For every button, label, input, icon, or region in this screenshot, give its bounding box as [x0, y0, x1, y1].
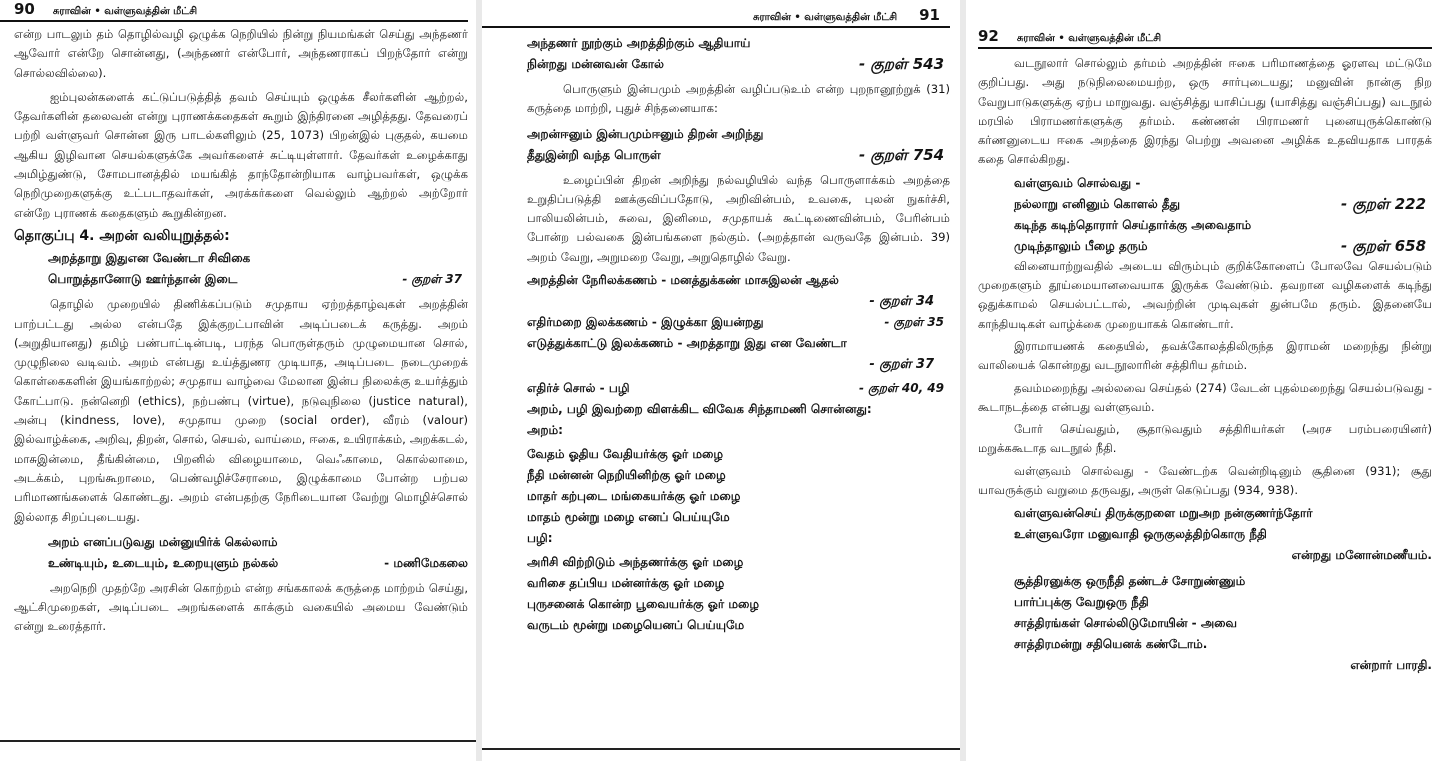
verse-line: வள்ளுவன்செய் திருக்குறளை மறுஅற நன்குணர்ந்தோர்: [1014, 506, 1313, 521]
kural-verse: [527, 33, 950, 75]
poem-line: புருசனைக் கொன்ற பூவையர்க்கு ஓர் மழை: [527, 597, 759, 612]
verse-line: உள்ளுவரோ மனுவாதி ஒருகுலத்திற்கொரு நீதி: [1014, 527, 1267, 542]
kural-verse: [527, 124, 950, 166]
verse-reference: - குறள் 543: [859, 55, 944, 73]
paragraph: தொழில் முறையில் திணிக்கப்படும் சமுதாய ஏற்றத்தாழ்வுகள் அறத்தின் பாற்பட்டது அல்ல என்பதே இக்குறட்பாவின் அடிப்படைக் கருத்து. அறம் (அறுதியானது) தமிழ் பண்பாட்டின்படி, பரந்த பொருள்தரும் முழுமையான சொல், முழுநிலை வடிவம். அறம் என்பது உய்த்துணர முடியாத, அடிப்படை நடைமுறைக் கொள்கைகளின் இயங்காற்றல்; சமுதாய வாழ்வை மேலான இன்ப நிலைக்கு உயர்த்தும் கோட்பாடு. நன்னெறி (ethics), நற்பண்பு (virtue), நடுவுநிலை (justice natural), அன்பு (kindness, love), சமுதாய முறை (social order), வீரம் (valour) இல்வாழ்க்கை, அறிவு, திறன், சொல், செயல், வாய்மை, ஈகை, உயிராக்கம், அறக்கடல், மாசுஇன்மை, தீங்கின்மை, பிறனில் விழையாமை, வெஃகாமை, கொல்லாமை, அடக்கம், புறங்கூறாமை, பெண்வழிச்சேராமை, இழுக்காமை போன்ற பற்பல பரிமாணங்களைக் கொண்டது. அறம் என்பதற்கு நேரிடையான வேற்று மொழிச்சொல் இல்லாத சிறப்புடையது.: [14, 297, 468, 524]
paragraph: உழைப்பின் திறன் அறிந்து நல்வழியில் வந்த பொருளாக்கம் அறத்தை உறுதிப்படுத்தி ஊக்குவிப்பதோடு, அறிவின்பம், உவகை, புலன் நுகர்ச்சி, பாலியலின்பம், சுவை, இனிமை, சமுதாயக் கூட்டிணைவின்பம், பேரின்பம் போன்ற பல்வகை இன்பங்களை நல்கும். (அறத்தான் வருவதே இன்பம். 39) அறம் வேறு, அறுமறை வேறு, அறுதொழில் வேறு.: [527, 172, 950, 264]
verse: [14, 532, 468, 574]
verse-reference: - குறள் 37: [869, 357, 934, 373]
verse-line: உண்டியும், உடையும், உறையுளும் நல்கல்: [48, 555, 279, 570]
kural-verse: [14, 248, 468, 290]
paragraph: என்ற பாடலும் தம் தொழில்வழி ஒழுக்க நெறியில் நின்று நியமங்கள் செய்து அந்தணர் ஆவோர் என்றே சொன்னது, (அந்தணர் என்போர், அந்தணராகப் பிறந்தோர் என்று சொல்லவில்லை).: [14, 27, 468, 80]
page-header: [482, 6, 950, 28]
page-body: [14, 22, 468, 637]
verse-line: வள்ளுவம் சொல்வது -: [1014, 175, 1141, 190]
verse-line: அறம் எனப்படுவது மன்னுயிர்க் கெல்லாம்: [48, 534, 278, 549]
verse-line: சாத்திரங்கள் சொல்லிடுமோயின் - அவை: [1014, 616, 1238, 631]
page-92: [966, 0, 1440, 761]
poem-line: வருடம் மூன்று மழையெனப் பெய்யுமே: [527, 618, 745, 633]
poem-line: வேதம் ஓதிய வேதியர்க்கு ஓர் மழை: [527, 447, 724, 462]
verse-line: அந்தணர் நூற்கும் அறத்திற்கும் ஆதியாய்: [527, 36, 751, 50]
paragraph: ஐம்புலன்களைக் கட்டுப்படுத்தித் தவம் செய்யும் ஒழுக்க சீலர்களின் ஆற்றல், தேவர்களின் தலைவன் என்று புராணக்கதைகள் கூறும் இந்திரனை அழித்தது. தேவரைப் பற்றி வள்ளுவர் சொன்ன இரு பாடல்களிலும் (25, 1073) பிறன்இல் புகுதல், கயமை ஆகிய இழிவான செயல்களுக்கே அவர்களைச் சுட்டியுள்ளார். தேவர்கள் உழைக்காது அமிழ்துண்டு, சோமபானத்தில் மயங்கித் தாந்தோன்றியாக வாழ்பவர்கள், ஒழுக்க நெறிமுறைகளுக்கு உட்படாதவர்கள், அரக்கர்களை வெல்லும் ஆற்றல் அற்றோர் என்றே புராணக் கதைகளும் கூறுகின்றன.: [14, 89, 468, 220]
verse-reference: - குறள் 35: [884, 315, 944, 330]
section-heading: தொகுப்பு 4. அறன் வலியுறுத்தல்:: [14, 227, 230, 244]
poem-line: வரிசை தப்பிய மன்னர்க்கு ஓர் மழை: [527, 576, 725, 591]
verse-attribution: என்றது மனோன்மணீயம்.: [1291, 548, 1432, 563]
paragraph: போர் செய்வதும், சூதாடுவதும் சத்திரியர்கள் (அரச பரம்பரையினர்) மறுக்ககூடாத வடநூல் நீதி.: [978, 422, 1432, 456]
page-number: 91: [919, 6, 940, 24]
page-body: [527, 28, 950, 636]
verse-attribution: என்றார் பாரதி.: [1350, 658, 1432, 673]
page-header: [978, 27, 1432, 49]
running-title: சுராவின் • வள்ளுவத்தின் மீட்சி: [752, 12, 898, 23]
page-number: 90: [14, 0, 35, 18]
paragraph: வள்ளுவம் சொல்வது - வேண்டற்க வென்றிடினும் சூதினை (931); சூது யாவருக்கும் வறுமை தருவது, அருள் கெடுப்பது (934, 938).: [978, 463, 1432, 498]
verse-reference: - குறள் 658: [1341, 236, 1426, 255]
verse-line: பொறுத்தானோடு ஊர்ந்தான் இடை: [48, 272, 238, 287]
verse-line: நின்றது மன்னவன் கோல்: [527, 57, 664, 71]
verse-reference: - குறள் 222: [1341, 194, 1426, 213]
intro-line: அறம், பழி இவற்றை விளக்கிட விவேக சிந்தாமணி சொன்னது:: [527, 402, 872, 417]
verse-line: தீதுஇன்றி வந்த பொருள்: [527, 147, 661, 162]
page-91: [482, 0, 960, 761]
verse-line: அறத்தாறு இதுஎன வேண்டா சிவிகை: [48, 251, 251, 266]
bottom-rule: [482, 748, 960, 750]
verse-reference: - குறள் 40, 49: [858, 381, 944, 396]
poem-line: மாதர் கற்புடை மங்கையர்க்கு ஓர் மழை: [527, 489, 741, 504]
quoted-verse: [978, 571, 1432, 676]
verse-line: முடிந்தாலும் பீழை தரும்: [1014, 238, 1148, 253]
verse-reference: - குறள் 34: [869, 294, 934, 310]
list-item: எதிர்ச் சொல் - பழி: [527, 381, 630, 396]
paragraph: பொருளும் இன்பமும் அறத்தின் வழிப்படுஉம் என்ற புறநானூற்றுக் (31) கருத்தை மாற்றி, புதுச் சிந்தனையாக:: [527, 82, 950, 116]
paragraph: தவம்மறைந்து அல்லவை செய்தல் (274) வேடன் புதல்மறைந்து செயல்படுவது - கூடாநடத்தை என்பது வள்ளுவம்.: [978, 380, 1432, 414]
paragraph: இராமாயணக் கதையில், தவக்கோலத்திலிருந்த இராமன் மறைந்து நின்று வாலியைக் கொன்றது வடநூலாரின் சத்திரிய தர்மம்.: [978, 338, 1432, 373]
verse-line: சூத்திரனுக்கு ஒருநீதி தண்டச் சோறுண்ணும்: [1014, 574, 1246, 589]
poem-line: அரிசி விற்றிடும் அந்தணர்க்கு ஓர் மழை: [527, 555, 744, 570]
running-title: சுராவின் • வள்ளுவத்தின் மீட்சி: [1016, 33, 1162, 44]
paragraph: வடநூலார் சொல்லும் தர்மம் அறத்தின் ஈகை பரிமாணத்தை ஓரளவு மட்டுமே குறிப்பது. அது நடுநிலைமையற்ற, ஒரு சார்புடையது; மனுவின் நான்கு நிற வேறுபாடுகளுக்கு ஏற்ப மாறுவது. வஞ்சித்து யாசிப்பது (யாசித்து வஞ்சிப்பது) வடநூல் மரபில் பிராமணர்களுக்கு தர்மம். கண்ணன் பிராமணர் புனையுருக்கொண்டு கர்ணனுடைய ஈகை அறத்தை இரந்து பெற்று அவனை அழிக்க உதவியதாக பாரதக் கதை சொல்கிறது.: [978, 56, 1432, 167]
kural-verse: [978, 173, 1432, 257]
paragraph: வினையாற்றுவதில் அடைய விரும்பும் குறிக்கோளைப் போலவே செயல்படும் முறைகளும் தூய்மையானவையாக இருக்க வேண்டும். தவறான வழிகளைக் கடிந்து ஒதுக்காமல் செயல்பட்டால், அவற்றின் முடிவுகள் துன்பமே தரும். இதனையே காந்தியடிகள் வாழ்க்கை முறையாகக் கொண்டார்.: [978, 258, 1432, 331]
quoted-verse: [978, 503, 1432, 566]
list-item: எதிர்மறை இலக்கணம் - இழுக்கா இயன்றது: [527, 315, 764, 330]
verse-line: சாத்திரமன்று சதியெனக் கண்டோம்.: [1014, 637, 1208, 652]
list-item: அறத்தின் நேரிலக்கணம் - மனத்துக்கண் மாசுஇலன் ஆதல்: [527, 273, 839, 288]
verse-line: கடிந்த கடிந்தொரார் செய்தார்க்கு அவைதாம்: [1014, 217, 1252, 232]
verse-reference: - குறள் 754: [859, 145, 944, 164]
page-number: 92: [978, 27, 999, 45]
definition-list: [527, 270, 950, 636]
paragraph: அறநெறி முதற்றே அரசின் கொற்றம் என்ற சங்ககாலக் கருத்தை மாற்றம் செய்து, ஆட்சிமுறைகள், அடிப்படை அறங்களைக் காக்கும் வகையில் அமைய வேண்டும் என்று உரைத்தார்.: [14, 580, 468, 634]
bottom-rule: [0, 740, 476, 742]
running-title: சுராவின் • வள்ளுவத்தின் மீட்சி: [52, 6, 198, 17]
verse-line: நல்லாறு எனினும் கொளல் தீது: [1014, 196, 1181, 211]
poem-line: மாதம் மூன்று மழை எனப் பெய்யுமே: [527, 510, 730, 525]
aram-label: அறம்:: [527, 423, 563, 438]
verse-reference: - குறள் 37: [402, 272, 462, 287]
verse-reference: - மணிமேகலை: [384, 555, 468, 570]
verse-line: அறன்ஈனும் இன்பமும்ஈனும் திறன் அறிந்து: [527, 126, 764, 141]
page-90: [0, 0, 476, 761]
page-body: [978, 49, 1432, 676]
poem-line: நீதி மன்னன் நெறியினிற்கு ஓர் மழை: [527, 468, 726, 483]
pazhi-label: பழி:: [527, 531, 553, 546]
verse-line: பார்ப்புக்கு வேறுஒரு நீதி: [1014, 595, 1149, 610]
list-item: எடுத்துக்காட்டு இலக்கணம் - அறத்தாறு இது என வேண்டா: [527, 336, 847, 351]
page-header: [0, 0, 468, 22]
